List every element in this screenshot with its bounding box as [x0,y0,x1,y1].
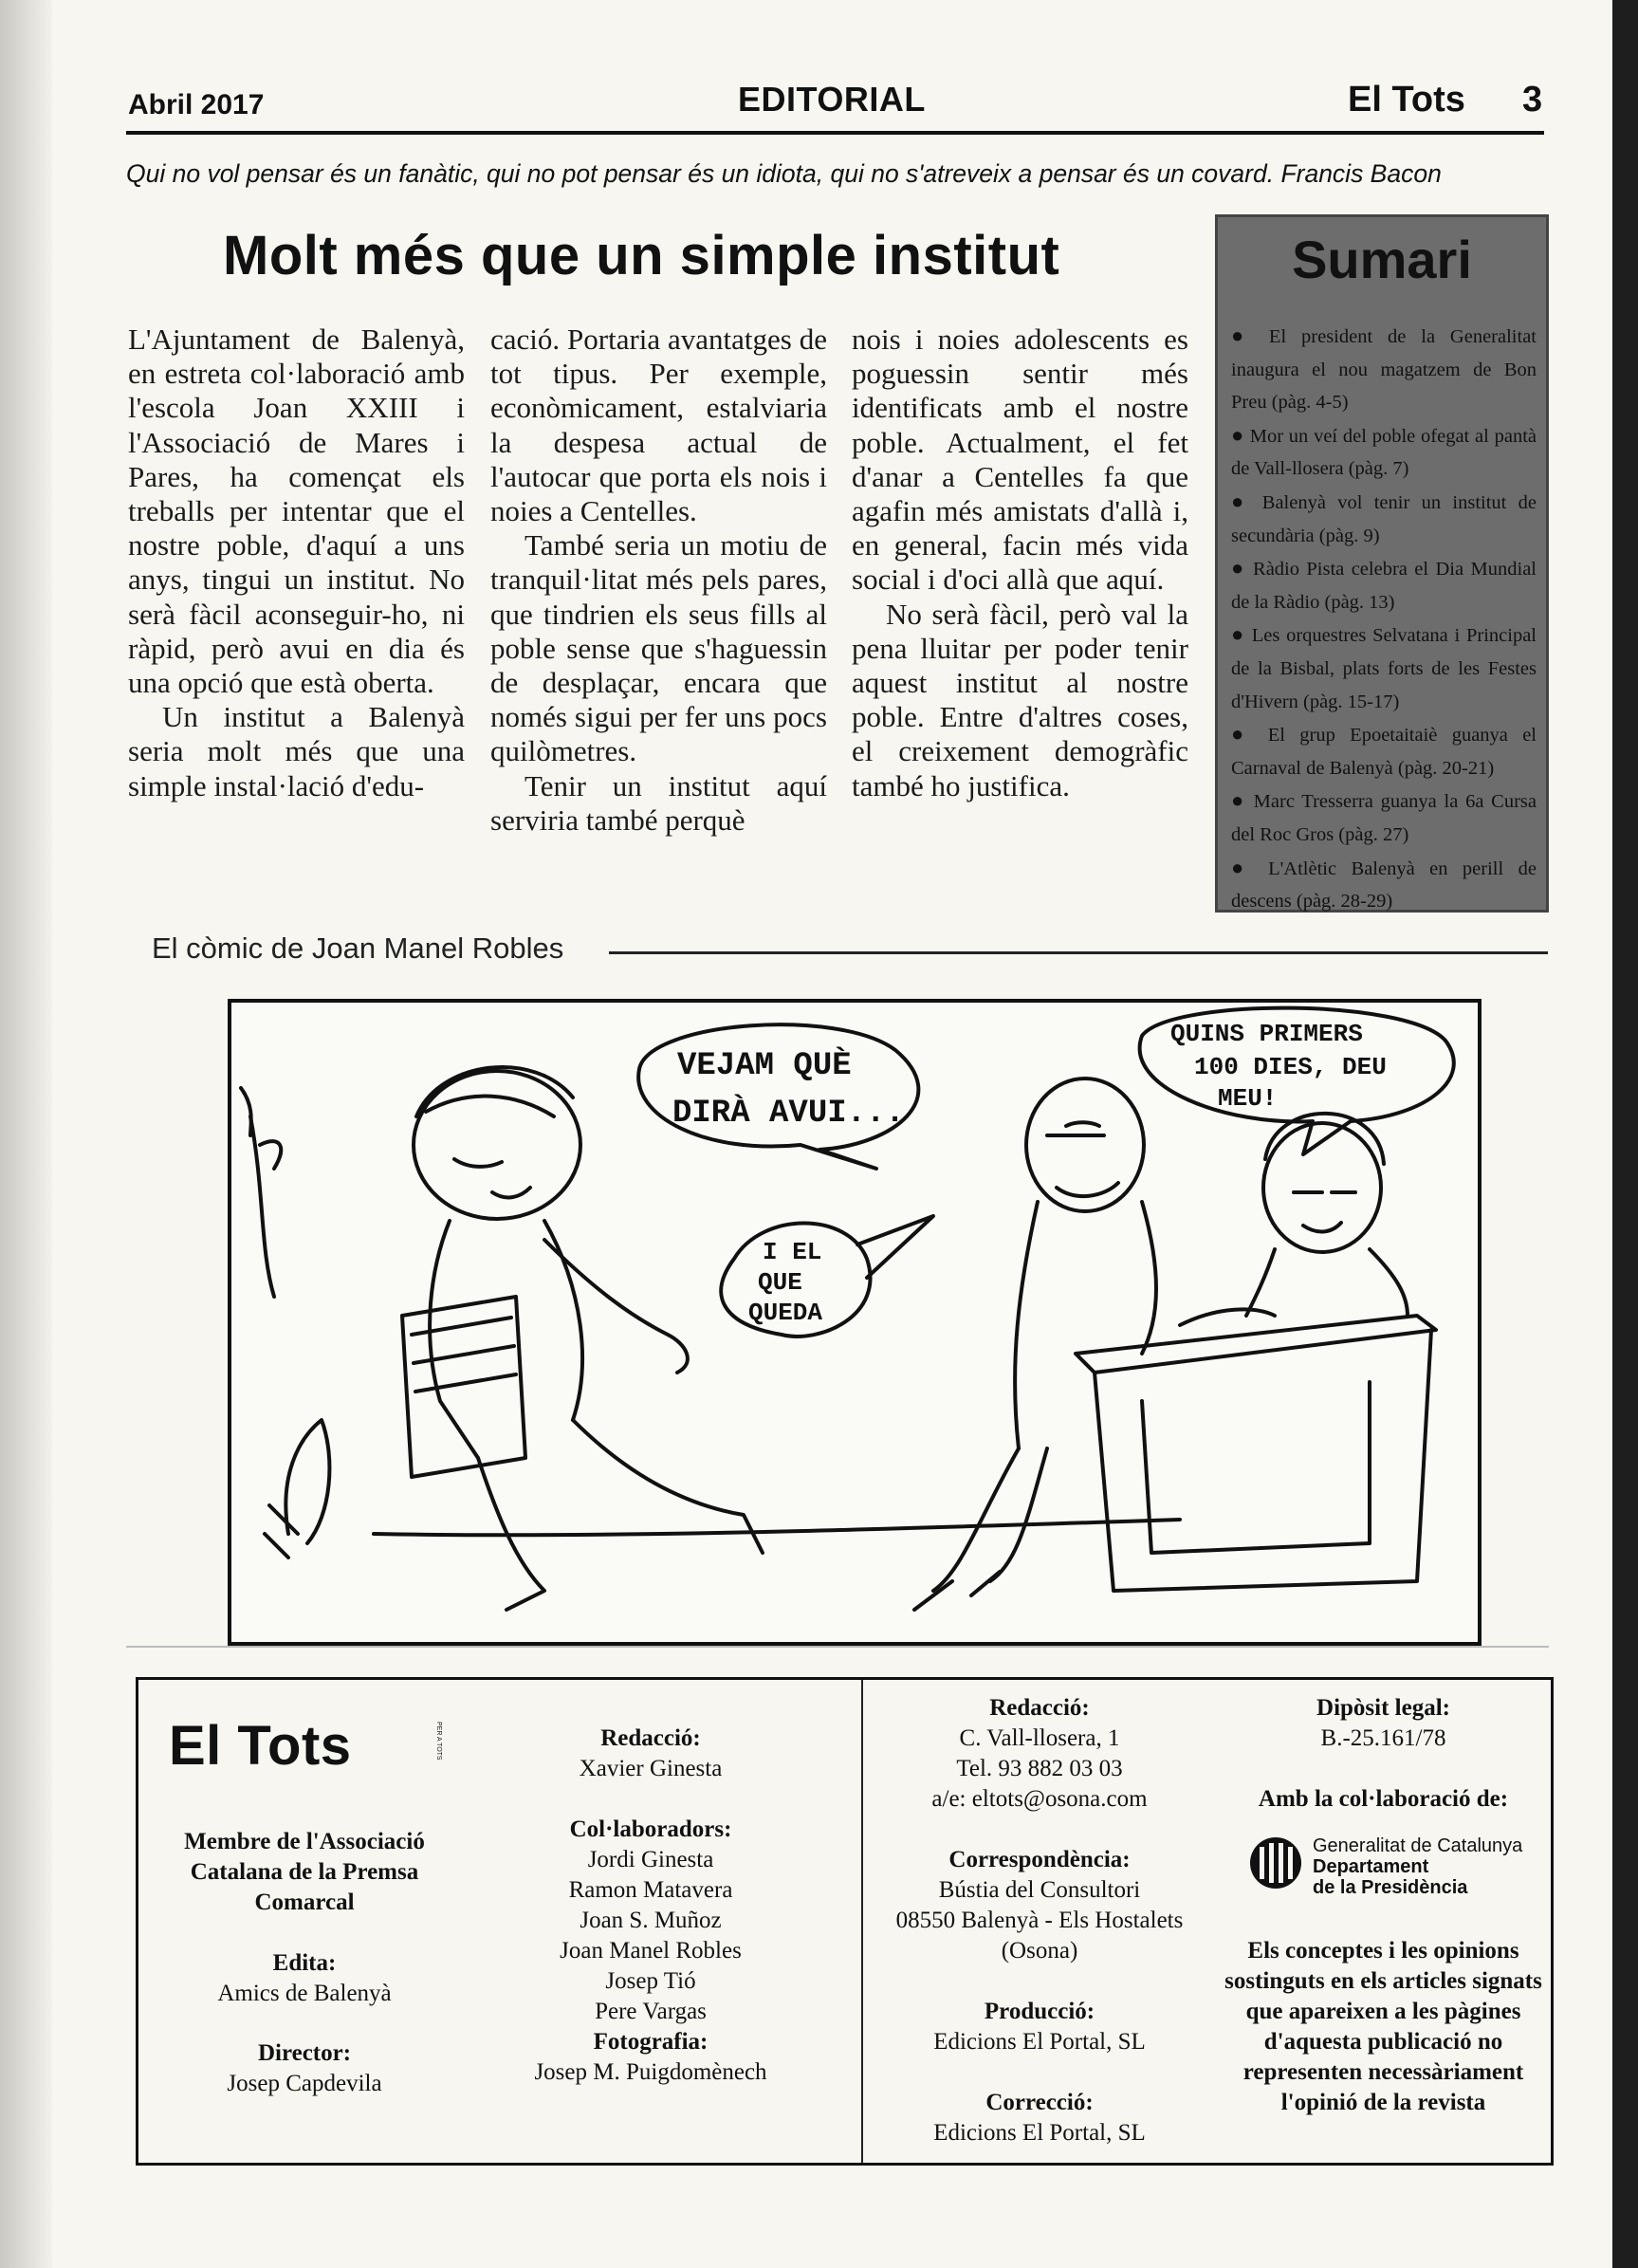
correspondencia-line: (Osona) [1001,1938,1078,1964]
membership-text: Membre de l'Associació Catalana de la Premsa Comarcal [184,1829,425,1915]
bullet-icon: ● [1231,556,1246,581]
summary-item: ● Balenyà vol tenir un institut de secundària (pàg. 9) [1231,489,1537,546]
epigraph-quote: Qui no vol pensar és un fanàtic, qui no pot pensar és un idiota, qui no s'atreveix a pensar és un covard. Francis Bacon [126,159,1442,188]
correspondencia-line: 08550 Balenyà - Els Hostalets [895,1908,1184,1933]
article-paragraph: cació. Portaria avantatges de tot tipus. Per exemple, econòmicament, estalviaria la despesa actual de l'autocar que porta els nois i noies a Centelles. [490,323,827,528]
comic-label: El còmic de Joan Manel Robles [152,931,564,965]
comic-illustration [231,1003,1478,1642]
generalitat-name: Generalitat de Catalunya Departament de la Presidència [1313,1835,1523,1898]
collaborator-name: Ramon Matavera [568,1877,733,1903]
comic-strip [228,999,1482,1646]
page-number: 3 [1522,80,1543,120]
speech-bubble-2-line-2: QUE [758,1268,802,1297]
address: C. Vall-llosera, 1 [959,1725,1120,1751]
email: a/e: eltots@osona.com [931,1786,1148,1812]
summary-title: Sumari [1292,230,1472,289]
article-paragraph: nois i noies adolescents es poguessin sentir més identificats amb el nostre poble. Actualment, el fet d'anar a Centelles fa que agafin més amistats d'allà i, en general, facin més vida social i d'oci allà que aquí. [852,323,1188,597]
article-paragraph: No serà fàcil, però val la pena lluitar per poder tenir aquest institut al nostre poble. Entre d'altres coses, el creixement demogràfic també ho justifica. [852,597,1188,802]
correspondencia-line: Bústia del Consultori [938,1877,1141,1903]
speech-bubble-2-line-3: QUEDA [748,1299,823,1327]
summary-item: ● Ràdio Pista celebra el Dia Mundial de la Ràdio (pàg. 13) [1231,556,1537,613]
collaboracio-label: Amb la col·laboració de: [1258,1786,1509,1812]
correccio-label: Correcció: [985,2090,1094,2115]
telephone: Tel. 93 882 03 03 [956,1756,1123,1781]
bullet-icon: ● [1231,622,1245,647]
collaborator-name: Jordi Ginesta [587,1847,714,1872]
summary-item: ● L'Atlètic Balenyà en perill de descens (pàg. 28-29) [1231,855,1537,913]
speech-bubble-3-line-2: 100 DIES, DEU [1194,1053,1387,1081]
correccio-value: Edicions El Portal, SL [933,2120,1146,2146]
bullet-icon: ● [1231,722,1254,747]
collaborator-name: Joan Manel Robles [560,1938,742,1964]
masthead-column-4 [1220,1680,1547,2163]
edita-label: Edita: [272,1950,337,1976]
summary-item: ● El grup Epoetaitaiè guanya el Carnaval de Balenyà (pàg. 20-21) [1231,722,1537,779]
article-column-3 [852,323,1188,803]
director-label: Director: [257,2040,352,2066]
page-fold-shadow [0,0,52,2268]
masthead-divider [861,1680,863,2163]
correspondencia-label: Correspondència: [948,1847,1131,1872]
masthead-box [136,1677,1554,2166]
article-paragraph: Un institut a Balenyà seria molt més que una simple instal·lació d'edu- [128,700,465,802]
redaccio2-label: Redacció: [989,1695,1090,1721]
bullet-icon: ● [1231,855,1254,879]
summary-box [1215,214,1549,913]
page-header [126,76,1544,135]
disclaimer: Els conceptes i les opinions sostinguts en els articles signats que apareixen a les pàgines d'aquesta publicació no representen necessàriament l'opinió de la revista [1224,1938,1542,2115]
article-paragraph: Tenir un institut aquí serviria també perquè [490,768,827,837]
article-paragraph: L'Ajuntament de Balenyà, en estreta col·laboració amb l'escola Joan XXIII i l'Associació de Mares i Pares, ha començat els treballs per intentar que el nostre poble, d'aquí a uns anys, tingui un institut. No serà fàcil aconseguir-ho, ni ràpid, però avui en dia és una opció que està oberta. [128,323,465,700]
section-title: EDITORIAL [738,80,926,119]
masthead-column-1 [157,1680,451,2163]
scan-edge [1612,0,1638,2268]
edita-value: Amics de Balenyà [217,1981,392,2006]
comic-label-rule [609,951,1548,954]
generalitat-logo [1248,1832,1533,1898]
bullet-icon: ● [1231,788,1246,813]
collaboradors-label: Col·laboradors: [569,1816,732,1842]
article-headline: Molt més que un simple institut [223,225,1060,286]
masthead-logo: El Tots [169,1715,352,1777]
summary-item: ● Les orquestres Selvatana i Principal de la Bisbal, plats forts de les Festes d'Hivern (pàg. 15-17) [1231,622,1537,712]
speech-bubble-1-line-1: VEJAM QUÈ [677,1048,852,1084]
issue-date: Abril 2017 [128,89,265,120]
section-divider [126,1646,1549,1648]
article-column-2 [490,323,827,838]
redaccio-label: Redacció: [600,1725,701,1751]
redaccio-value: Xavier Ginesta [579,1756,723,1781]
bullet-icon: ● [1231,422,1244,447]
summary-item: ● Mor un veí del poble ofegat al pantà de Vall-llosera (pàg. 7) [1231,422,1537,480]
speech-bubble-2-line-1: I EL [763,1238,822,1266]
publication-name: El Tots [1348,80,1465,120]
bullet-icon: ● [1231,323,1255,347]
produccio-value: Edicions El Portal, SL [933,2029,1146,2055]
summary-item: ● Marc Tresserra guanya la 6a Cursa del Roc Gros (pàg. 27) [1231,788,1537,845]
masthead-logo-tag: PER A TOTS [435,1722,442,1761]
summary-item: ● El president de la Generalitat inaugura el nou magatzem de Bon Preu (pàg. 4-5) [1231,323,1537,414]
diposit-value: B.-25.161/78 [1320,1725,1446,1751]
fotografia-value: Josep M. Puigdomènech [534,2059,767,2085]
speech-bubble-1-line-2: DIRÀ AVUI... [672,1096,905,1132]
article-column-1 [128,323,465,803]
collaborator-name: Josep Tió [605,1968,696,1994]
fotografia-label: Fotografia: [593,2029,709,2055]
generalitat-seal-icon [1248,1834,1303,1892]
masthead-column-2 [499,1680,802,2163]
masthead-column-3 [878,1680,1201,2163]
collaborator-name: Joan S. Muñoz [580,1908,722,1933]
bullet-icon: ● [1231,489,1251,513]
director-value: Josep Capdevila [227,2071,382,2096]
article-paragraph: També seria un motiu de tranquil·litat més pels pares, que tindrien els seus fills al poble sense que s'haguessin de desplaçar, encara que només sigui per fer uns pocs quilòmetres. [490,528,827,768]
diposit-label: Dipòsit legal: [1316,1695,1450,1721]
speech-bubble-3-line-3: MEU! [1218,1084,1278,1113]
collaborator-name: Pere Vargas [595,1999,707,2024]
speech-bubble-3-line-1: QUINS PRIMERS [1170,1020,1363,1048]
summary-list [1231,320,1537,918]
produccio-label: Producció: [984,1999,1095,2024]
